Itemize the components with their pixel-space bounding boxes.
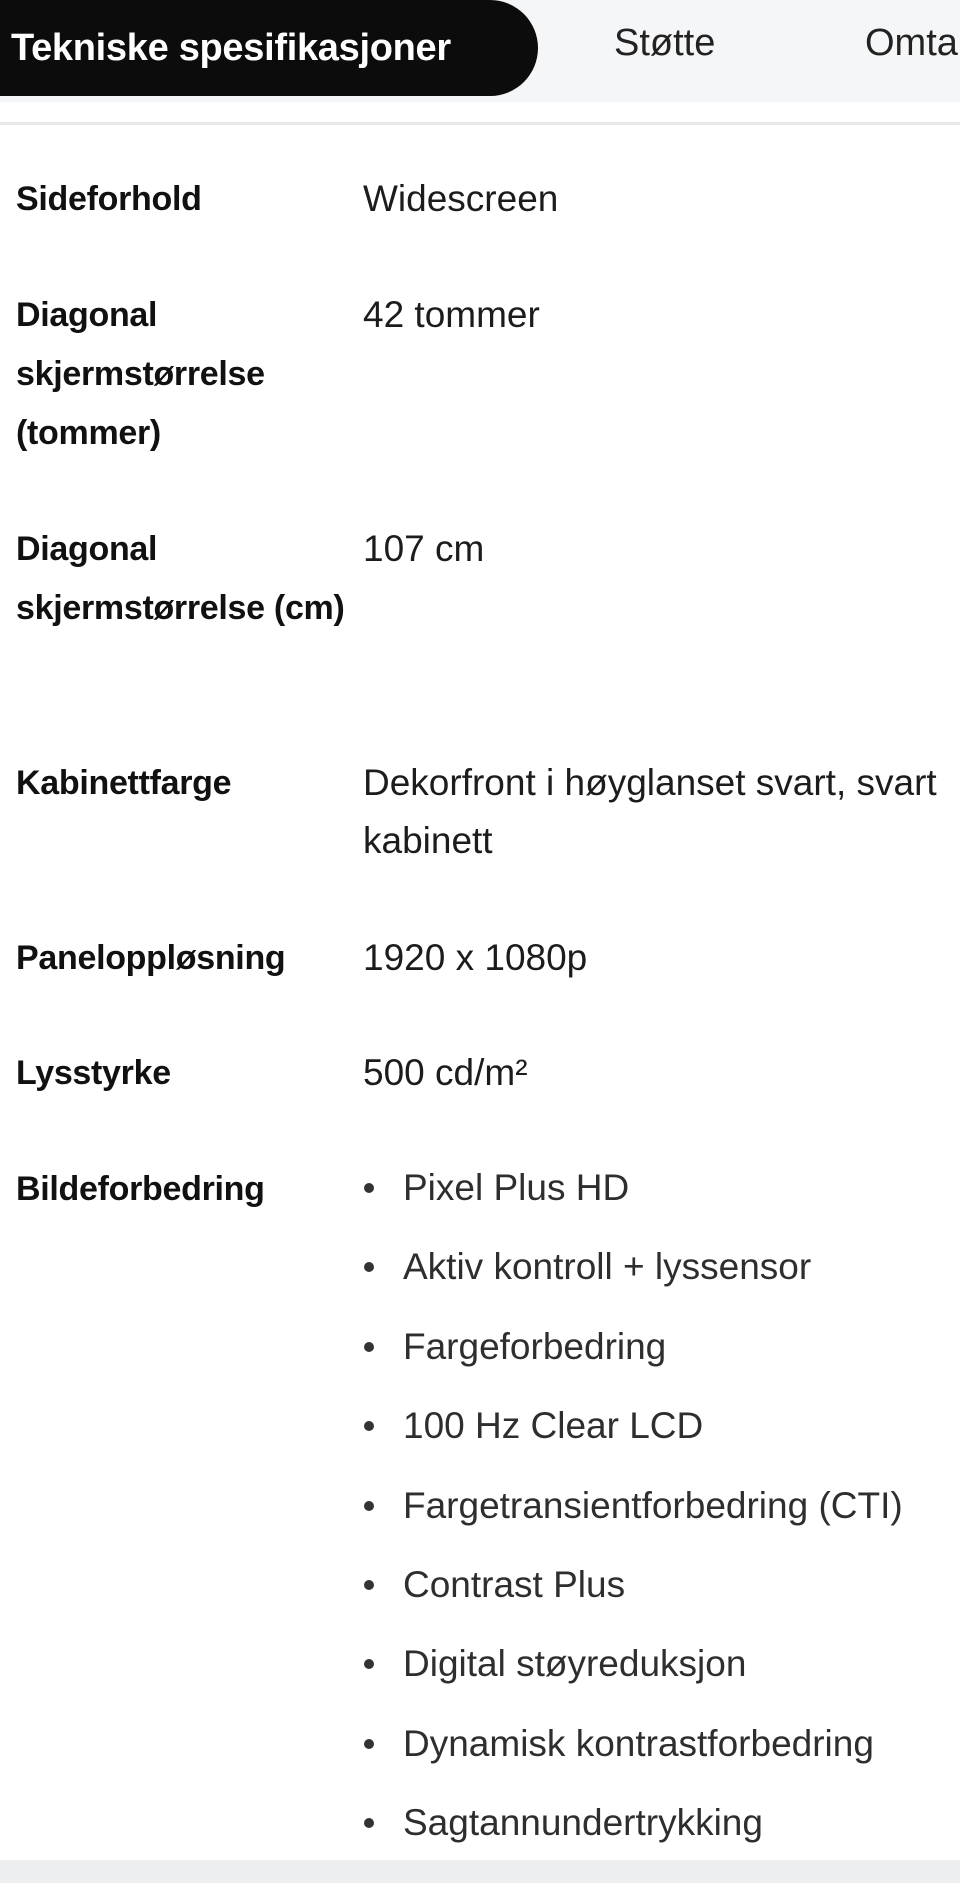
list-item: Pixel Plus HD — [363, 1148, 946, 1227]
list-item: Sagtannundertrykking — [363, 1783, 946, 1862]
spec-label: Sideforhold — [16, 180, 202, 218]
tab-reviews[interactable]: Omta — [865, 21, 958, 64]
spec-row-diagonal-inch — [16, 286, 946, 463]
spec-label: Lysstyrke — [16, 1054, 171, 1092]
list-item: Aktiv kontroll + lyssensor — [363, 1227, 946, 1306]
tab-technical-specifications[interactable]: Tekniske spesifikasjoner — [0, 0, 538, 96]
spec-label: Diagonal skjermstørrelse (cm) — [16, 530, 345, 627]
spec-row-picture-enhancement — [16, 1160, 946, 1863]
spec-value: 1920 x 1080p — [363, 937, 588, 978]
tab-support[interactable]: Støtte — [614, 21, 716, 64]
feature-list — [363, 1148, 946, 1863]
bottom-strip — [0, 1860, 960, 1883]
list-item: Digital støyreduksjon — [363, 1624, 946, 1703]
spec-row-cabinet-color — [16, 754, 946, 870]
spec-label: Bildeforbedring — [16, 1170, 265, 1208]
spec-label: Kabinettfarge — [16, 764, 232, 802]
spec-label: Diagonal skjermstørrelse (tommer) — [16, 296, 265, 452]
spec-value: Dekorfront i høyglanset svart, svart kabinett — [363, 762, 937, 861]
spec-row-diagonal-cm — [16, 520, 946, 638]
spec-row-brightness — [16, 1044, 946, 1103]
spec-value: Widescreen — [363, 178, 559, 219]
tab-bar — [0, 0, 960, 102]
spec-value: 107 cm — [363, 528, 485, 569]
list-item: Fargeforbedring — [363, 1307, 946, 1386]
list-item: Contrast Plus — [363, 1545, 946, 1624]
spec-row-panel-resolution — [16, 929, 946, 988]
spec-label: Paneloppløsning — [16, 939, 286, 977]
spec-value: 500 cd/m² — [363, 1052, 528, 1093]
list-item: Dynamisk kontrastforbedring — [363, 1704, 946, 1783]
list-item: Fargetransientforbedring (CTI) — [363, 1466, 946, 1545]
spec-row-aspect-ratio — [16, 170, 946, 229]
spec-value — [363, 1148, 946, 1863]
spec-value: 42 tommer — [363, 294, 540, 335]
tab-divider — [0, 122, 960, 125]
list-item: 100 Hz Clear LCD — [363, 1386, 946, 1465]
